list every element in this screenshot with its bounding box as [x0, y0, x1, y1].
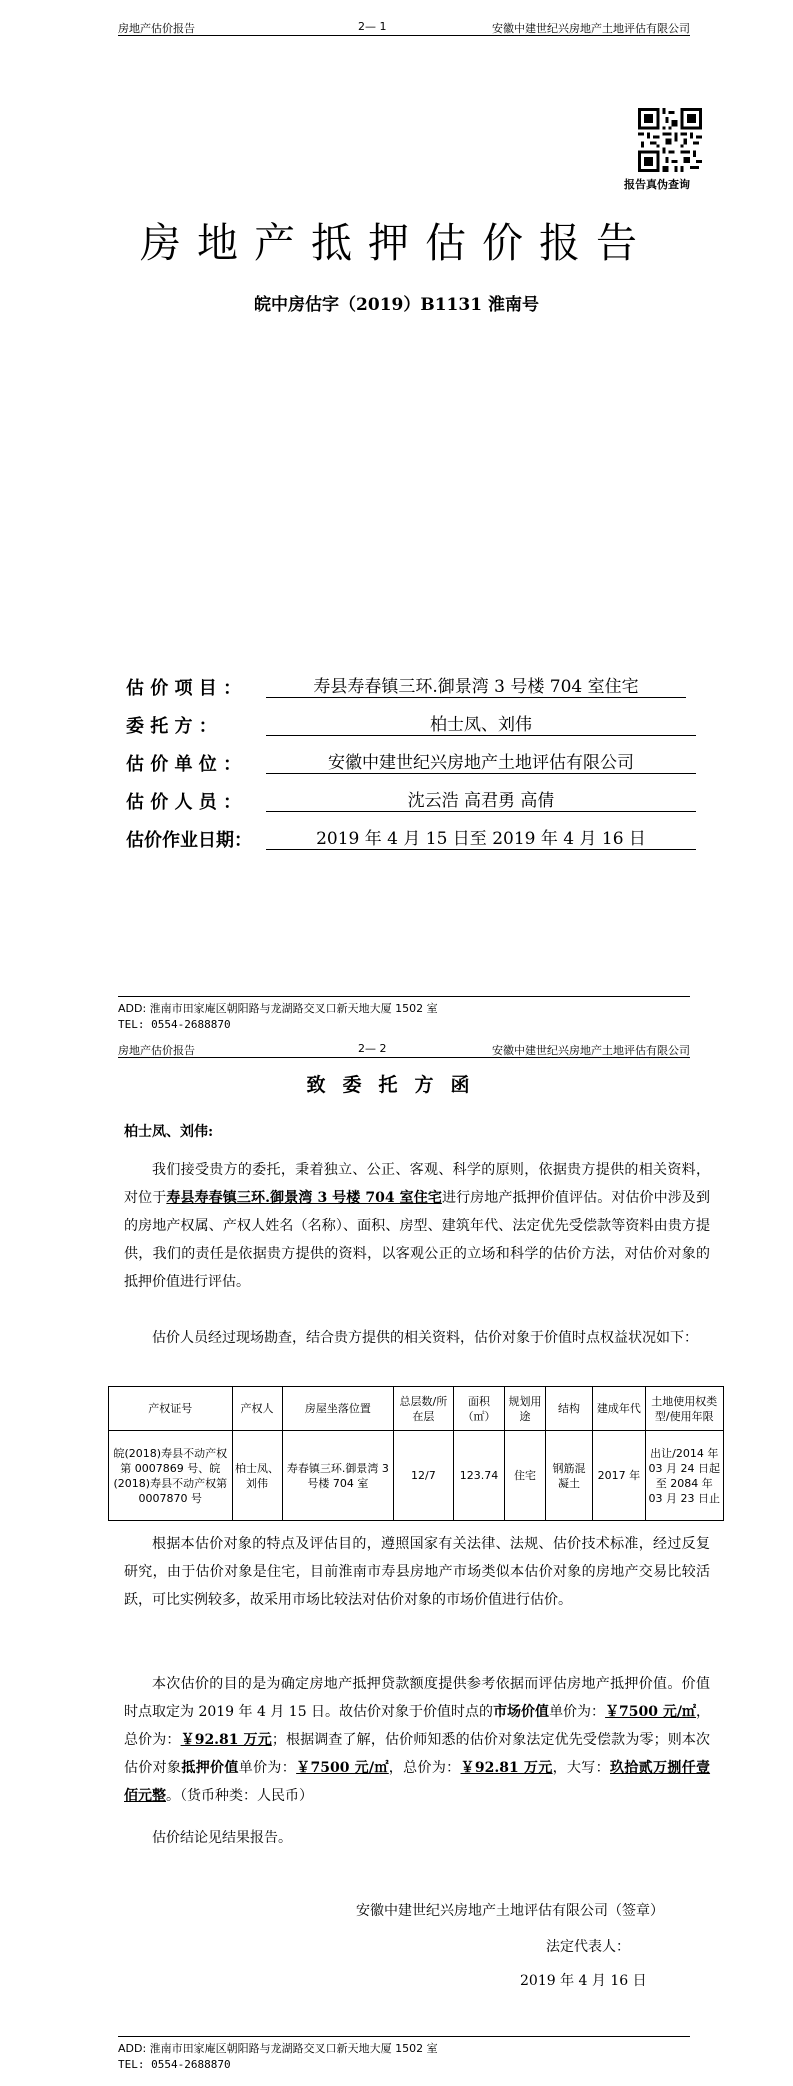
field-value: 柏士凤、刘伟: [266, 710, 696, 736]
field-label: 估 价 单 位 ：: [126, 754, 242, 775]
column-header: 结构: [545, 1387, 593, 1431]
table-cell: 皖(2018)寿县不动产权第 0007869 号、皖(2018)寿县不动产权第 0007870 号: [109, 1431, 233, 1521]
signer-company: 安徽中建世纪兴房地产土地评估有限公司（签章）: [356, 1903, 664, 1919]
footer-address: ADD: 淮南市田家庵区朝阳路与龙湖路交叉口新天地大厦 1502 室: [118, 1002, 438, 1015]
field-label: 估 价 项 目 ：: [126, 678, 242, 699]
table-cell: 12/7: [394, 1431, 453, 1521]
column-header: 建成年代: [593, 1387, 645, 1431]
paragraph-1: 我们接受贵方的委托，秉着独立、公正、客观、科学的原则，依据贵方提供的相关资料，对位于寿县寿春镇三环.御景湾 3 号楼 704 室住宅进行房地产抵押价值评估。对估价中涉及到的房地产权属、产权人姓名（名称）、面积、房型、建筑年代、法定优先受偿款等资料由贵方提供，我们的责任是依据贵方提供的资料，以客观公正的立场和科学的估价方法，对估价对象的抵押价值进行评估。: [124, 1162, 710, 1290]
footer-tel: TEL: 0554-2688870: [118, 2058, 231, 2071]
paragraph-3: 根据本估价对象的特点及评估目的，遵照国家有关法律、法规、估价技术标准，经过反复研究，由于估价对象是住宅，目前淮南市寿县房地产市场类似本估价对象的房地产交易比较活跃，可比实例较多，故采用市场比较法对估价对象的市场价值进行估价。: [124, 1536, 710, 1608]
paragraph-4: 本次估价的目的是为确定房地产抵押贷款额度提供参考依据而评估房地产抵押价值。价值时点取定为 2019 年 4 月 15 日。故估价对象于价值时点的市场价值单价为：￥7500 元/㎡，总价为：￥92.81 万元；根据调查了解，估价师知悉的估价对象法定优先受偿款为零；则本次估价对象抵押价值单价为：￥7500 元/㎡，总价为：￥92.81 万元，大写：玖拾贰万捌仟壹佰元整。（货币种类：人民币）: [124, 1676, 711, 1804]
header-page-number: 2— 2: [358, 1042, 387, 1055]
page-header: [118, 1040, 690, 1058]
table-cell: 123.74: [453, 1431, 505, 1521]
table-cell: 柏士凤、刘伟: [232, 1431, 282, 1521]
legal-representative: 法定代表人：: [546, 1939, 630, 1955]
document-number: 皖中房估字（2019）B1131 淮南号: [254, 295, 539, 315]
qr-code-icon[interactable]: [638, 108, 702, 172]
mortgage-unit-price: ￥7500 元/㎡: [296, 1760, 389, 1776]
field-value: 2019 年 4 月 15 日至 2019 年 4 月 16 日: [266, 824, 696, 850]
field-value: 安徽中建世纪兴房地产土地评估有限公司: [266, 748, 696, 774]
table-cell: 钢筋混凝土: [545, 1431, 593, 1521]
salutation: 柏士凤、刘伟:: [124, 1124, 214, 1140]
field-label: 委 托 方 ：: [126, 716, 217, 737]
market-unit-price: ￥7500 元/㎡: [605, 1704, 697, 1720]
paragraph-2: 估价人员经过现场勘查，结合贵方提供的相关资料，估价对象于价值时点权益状况如下：: [152, 1330, 698, 1346]
amount-in-words: 玖拾贰万捌仟壹佰元整: [124, 1760, 711, 1804]
table-row: [109, 1431, 724, 1521]
field-value: 寿县寿春镇三环.御景湾 3 号楼 704 室住宅: [266, 672, 686, 698]
column-header: 总层数/所在层: [394, 1387, 453, 1431]
page-header: [118, 18, 690, 36]
header-right: 安徽中建世纪兴房地产土地评估有限公司: [492, 22, 690, 35]
qr-label: 报告真伪查询: [624, 178, 690, 191]
letter-date: 2019 年 4 月 16 日: [520, 1973, 647, 1989]
mortgage-total-price: ￥92.81 万元: [460, 1760, 553, 1776]
property-table: [108, 1386, 724, 1521]
footer-tel: TEL: 0554-2688870: [118, 1018, 231, 1031]
table-header-row: [109, 1387, 724, 1431]
column-header: 规划用途: [505, 1387, 545, 1431]
field-label: 估价作业日期：: [126, 830, 252, 851]
column-header: 产权人: [232, 1387, 282, 1431]
header-left: 房地产估价报告: [118, 1044, 195, 1057]
table-cell: 2017 年: [593, 1431, 645, 1521]
field-value: 沈云浩 高君勇 高倩: [266, 786, 696, 812]
column-header: 房屋坐落位置: [282, 1387, 394, 1431]
field-label: 估 价 人 员 ：: [126, 792, 242, 813]
column-header: 土地使用权类型/使用年限: [645, 1387, 724, 1431]
header-left: 房地产估价报告: [118, 22, 195, 35]
table-cell: 出让/2014 年 03 月 24 日起至 2084 年 03 月 23 日止: [645, 1431, 724, 1521]
footer-address: ADD: 淮南市田家庵区朝阳路与龙湖路交叉口新天地大厦 1502 室: [118, 2042, 438, 2055]
paragraph-5: 估价结论见结果报告。: [152, 1830, 292, 1846]
header-right: 安徽中建世纪兴房地产土地评估有限公司: [492, 1044, 690, 1057]
letter-title: 致委托方函: [306, 1074, 487, 1096]
property-address: 寿县寿春镇三环.御景湾 3 号楼 704 室住宅: [166, 1190, 442, 1206]
letter-page: [0, 1040, 793, 2086]
header-page-number: 2— 1: [358, 20, 387, 33]
table-cell: 寿春镇三环.御景湾 3 号楼 704 室: [282, 1431, 394, 1521]
column-header: 面积（㎡）: [453, 1387, 505, 1431]
cover-page: [0, 0, 793, 1040]
table-cell: 住宅: [505, 1431, 545, 1521]
column-header: 产权证号: [109, 1387, 233, 1431]
report-title: 房地产抵押估价报告: [140, 219, 653, 267]
market-total-price: ￥92.81 万元: [180, 1732, 272, 1748]
